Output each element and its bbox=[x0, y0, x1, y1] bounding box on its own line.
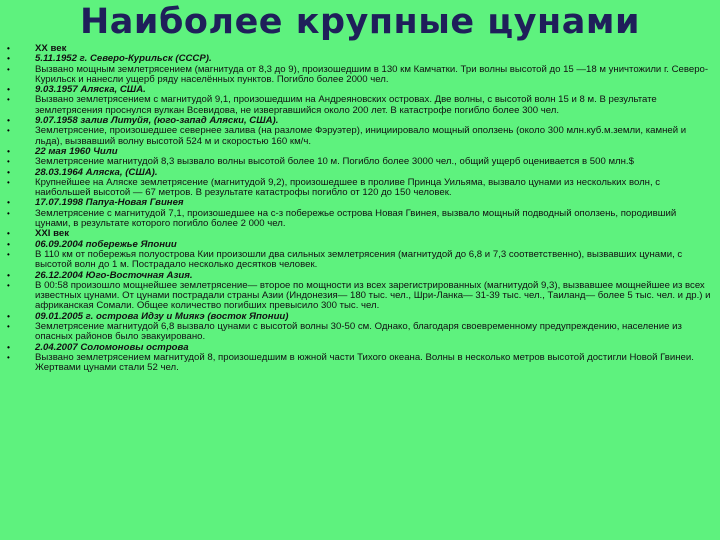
bullet-icon: • bbox=[7, 208, 10, 218]
item-text: Вызвано мощным землетрясением (магнитуда от 8,3 до 9), произошедшим в 130 км Камчатки. Три волны высотой до 15 —18 м уничтожили г. Северо-Курильск и нанесли ущерб ряду населённых пунктов. Погибло более 2000 чел. bbox=[35, 63, 709, 85]
item-text: 5.11.1952 г. Северо-Курильск (СССР). bbox=[35, 53, 212, 65]
bullet-icon: • bbox=[7, 198, 10, 208]
bullet-icon: • bbox=[7, 85, 10, 95]
tsunami-list bbox=[6, 44, 712, 374]
bullet-icon: • bbox=[7, 157, 10, 167]
bullet-icon: • bbox=[7, 126, 10, 136]
bullet-icon: • bbox=[7, 352, 10, 362]
item-text: 06.09.2004 побережье Японии bbox=[35, 238, 177, 250]
bullet-icon: • bbox=[7, 54, 10, 64]
item-text: Вызвано землетрясением магнитудой 8, произошедшим в южной части Тихого океана. Волны в несколько метров высотой достигли Новой Гвинеи. Жертвами цунами стали 52 чел. bbox=[35, 351, 694, 374]
item-text: Землетрясение, произошедшее севернее залива (на разломе Фэруэтер), инициировало мощный оползень (около 300 млн.куб.м.земли, камней и льда), вызвавший волну высотой 524 м и скоростью 160 км/ч. bbox=[35, 125, 687, 147]
bullet-icon: • bbox=[7, 146, 10, 156]
item-text: 28.03.1964 Аляска, (США). bbox=[35, 166, 158, 178]
item-text: 22 мая 1960 Чили bbox=[35, 145, 118, 157]
bullet-icon: • bbox=[7, 64, 10, 74]
bullet-icon: • bbox=[7, 280, 10, 290]
event-description bbox=[6, 209, 712, 230]
event-description bbox=[6, 322, 712, 343]
event-description bbox=[6, 353, 712, 374]
bullet-icon: • bbox=[7, 270, 10, 280]
bullet-icon: • bbox=[7, 322, 10, 332]
bullet-icon: • bbox=[7, 239, 10, 249]
event-description bbox=[6, 178, 712, 199]
bullet-icon: • bbox=[7, 229, 10, 239]
event-description bbox=[6, 65, 712, 86]
item-text: XXI век bbox=[35, 228, 70, 240]
item-text: 09.01.2005 г. острова Идзу и Миякэ (восток Японии) bbox=[35, 310, 289, 322]
item-text: Вызвано землетрясением с магнитудой 9,1, произошедшим на Андреяновских островах. Две волны, с высотой волн 15 и 8 м. В результате землетрясения проснулся вулкан Всевидова, не извергавшийся около 200 лет. В катастрофе погибло более 300 чел. bbox=[35, 94, 657, 116]
bullet-icon: • bbox=[7, 116, 10, 126]
bullet-icon: • bbox=[7, 95, 10, 105]
item-text: Землетрясение с магнитудой 7,1, произошедшее на с-з побережье острова Новая Гвинея, вызвало мощный подводный оползень, породивший цунами, в результате которого погибло более 2 000 чел. bbox=[35, 207, 677, 230]
item-text: Землетрясение магнитудой 8,3 вызвало волны высотой более 10 м. Погибло более 3000 чел., общий ущерб оценивается в 500 млн.$ bbox=[35, 156, 634, 168]
bullet-icon: • bbox=[7, 342, 10, 352]
item-text: 26.12.2004 Юго-Восточная Азия. bbox=[35, 269, 193, 281]
bullet-icon: • bbox=[7, 44, 10, 53]
bullet-icon: • bbox=[7, 249, 10, 259]
event-description bbox=[6, 126, 712, 147]
bullet-icon: • bbox=[7, 311, 10, 321]
item-text: 9.07.1958 залив Литуйя, (юго-запад Аляски, США). bbox=[35, 115, 279, 127]
item-text: 2.04.2007 Соломоновы острова bbox=[35, 341, 189, 353]
event-description bbox=[6, 281, 712, 312]
event-description bbox=[6, 95, 712, 116]
slide-title: Наиболее крупные цунами bbox=[80, 2, 640, 42]
bullet-icon: • bbox=[7, 167, 10, 177]
item-text: Землетрясение магнитудой 6,8 вызвало цунами с высотой волны 30-50 см. Однако, благодаря своевременному предупреждению, население из опасных районов было эвакуировано. bbox=[35, 321, 682, 343]
event-description bbox=[6, 250, 712, 271]
item-text: 9.03.1957 Аляска, США. bbox=[35, 84, 146, 96]
item-text: XX век bbox=[35, 43, 67, 54]
item-text: В 110 км от побережья полуострова Кии произошли два сильных землетрясения (магнитудой до 6,8 и 7,3 соответственно), вызвавших цунами, с высотой волн до 1 м. Пострадало несколько десятков человек. bbox=[35, 248, 683, 271]
item-text: Крупнейшее на Аляске землетрясение (магнитудой 9,2), произошедшее в проливе Принца Уильяма, вызвало цунами из нескольких волн, с наибольшей высотой — 67 метров. В результате катастрофы погибло от 120 до 150 человек. bbox=[35, 176, 661, 199]
bullet-icon: • bbox=[7, 177, 10, 187]
item-text: 17.07.1998 Папуа-Новая Гвинея bbox=[35, 197, 184, 209]
item-text: В 00:58 произошло мощнейшее землетрясение— второе по мощности из всех зарегистрированных (магнитудой 9,3), вызвавшее мощнейшее из всех известных цунами. От цунами пострадали страны Азии (Индонезия— 180 тыс. чел., Шри-Ланка— 31-39 тыс. чел., Таиланд— более 5 тыс. чел. и др.) и африканская Сомали. Общее количество погибших превысило 300 тыс. чел. bbox=[35, 279, 711, 312]
